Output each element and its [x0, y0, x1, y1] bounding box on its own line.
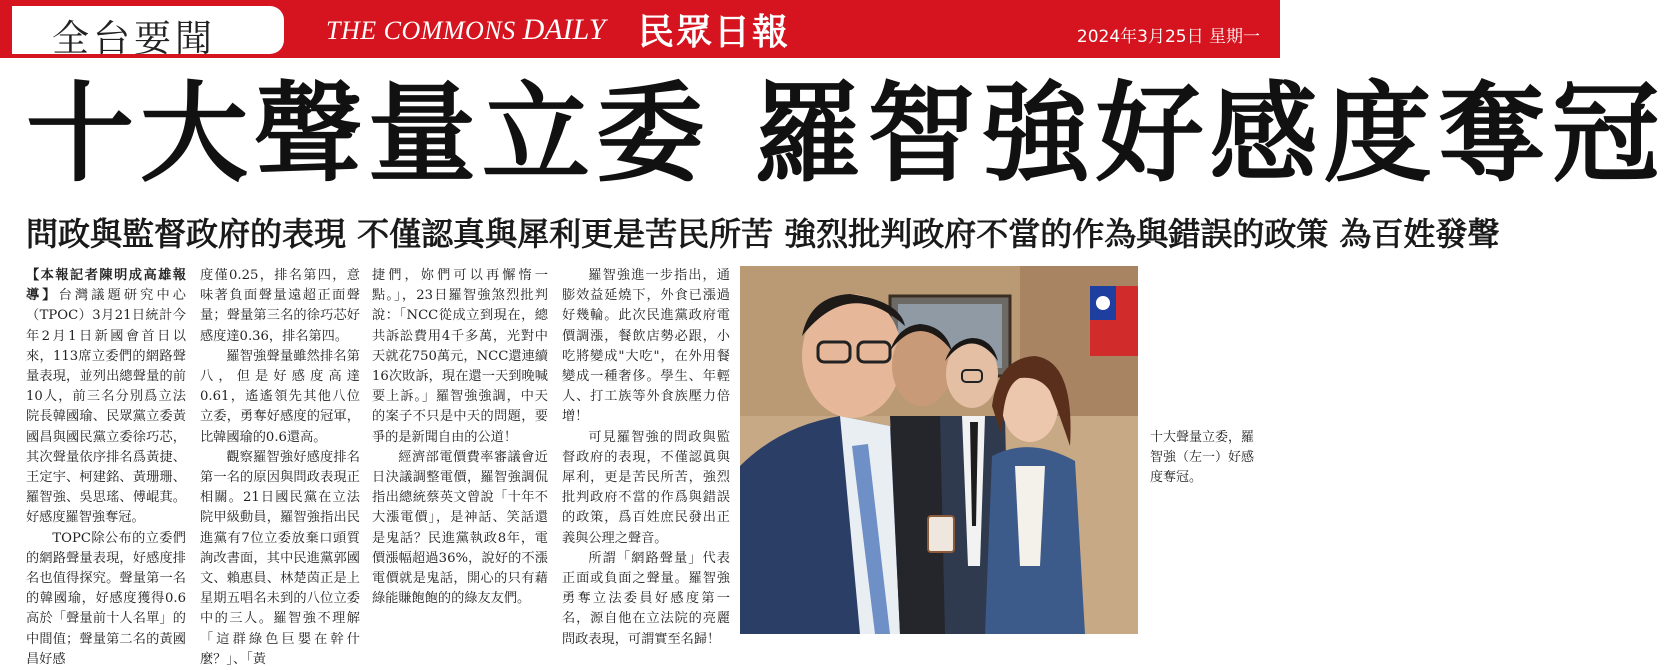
article-paragraph: 經濟部電價費率審議會近日決議調整電價，羅智強調侃指出總統蔡英文曾說「十年不大漲電價」，是神話、笑話還是鬼話？民進黨執政8年，電價漲幅超過36%，說好的不漲電價就是鬼話，開心的只有藉綠能賺飽飽的的綠友友們。 — [372, 449, 548, 607]
article-paragraph: TOPC除公布的立委們的網路聲量表現，好感度排名也值得探究。聲量第一名的韓國瑜，好感度獲得0.6高於「聲量前十人名單」的中間值；聲量第二名的黃國昌好感 — [26, 530, 186, 667]
paper-english-name-part2: DAILY — [522, 13, 606, 46]
masthead-bar — [0, 0, 1280, 58]
article-paragraph: 觀察羅智強好感度排名第一名的原因與問政表現正相關。21日國民黨在立法院甲級動員，羅智強指出民進黨有7位立委放棄口頭質詢改書面，其中民進黨郭國文、賴惠員、林楚茵正是上星期五唱名未到的八位立委中的三人。羅智強不理解「這群綠色巨嬰在幹什麼？」、「黃 — [200, 449, 360, 667]
group-selfie-illustration — [740, 266, 1138, 634]
article-column-4 — [562, 266, 730, 647]
headline: 十大聲量立委 羅智強好感度奪冠 — [26, 72, 1666, 197]
section-tag — [12, 6, 284, 60]
news-photo — [740, 266, 1138, 634]
section-label: 全台要聞 — [52, 17, 216, 60]
article-paragraph: 可見羅智強的問政與監督政府的表現，不僅認眞與犀利，更是苦民所苦，強烈批判政府不當的作爲與錯誤的政策，爲百姓庶民發出正義與公理之聲音。 — [562, 429, 730, 546]
article-column-3 — [372, 266, 548, 636]
paper-english-name-part1: THE COMMONS — [326, 16, 523, 45]
article-paragraph — [26, 266, 186, 529]
article-column-2 — [200, 266, 360, 667]
paragraph-text: 台灣議題研究中心（TPOC）3月21日統計今年2月1日新國會首日以來，113席立委們的網路聲量表現，並列出總聲量的前10人，前三名分別爲立法院長韓國瑜、民眾黨立委黃國昌與國民黨立委徐巧芯，其次聲量依序排名爲黃捷、王定宇、柯建銘、黃珊珊、羅智強、吳思瑤、傅崐萁。好感度羅智強奪冠。 — [26, 288, 186, 526]
article-paragraph: 捷們，妳們可以再懈惰一點。」，23日羅智強煞烈批判說：「NCC從成立到現在，總共訴訟費用4千多萬，光對中天就花750萬元，NCC還連續16次敗訴，現在還一天到晚喊要上訴。」羅智強強調，中天的案子不只是中天的問題，要爭的是新聞自由的公道！ — [372, 268, 548, 445]
subheadline: 問政與監督政府的表現 不僅認真與犀利更是苦民所苦 強烈批判政府不當的作為與錯誤的政策 為百姓發聲 — [26, 215, 1500, 253]
article-column-1 — [26, 266, 186, 667]
paper-chinese-name: 民眾日報 — [638, 11, 791, 53]
byline: 【本報記者陳明成高雄報導】 — [26, 268, 186, 304]
paper-english-name — [326, 13, 605, 47]
issue-date: 2024年3月25日 星期一 — [1076, 27, 1260, 47]
article-paragraph: 羅智強聲量雖然排名第八，但是好感度高達0.61，遙遙領先其他八位立委，勇奪好感度的冠軍，比韓國瑜的0.6還高。 — [200, 348, 360, 445]
article-paragraph: 羅智強進一步指出，通膨效益延燒下，外食已漲過好幾輪。此次民進黨政府電價調漲，餐飲店勢必跟，小吃將變成"大吃"，在外用餐變成一種奢侈。學生、年輕人、打工族等外食族壓力倍增！ — [562, 268, 730, 425]
article-paragraph: 所謂「網路聲量」代表正面或負面之聲量。羅智強勇奪立法委員好感度第一名，源自他在立法院的亮麗問政表現，可謂實至名歸！ — [562, 550, 730, 647]
photo-caption: 十大聲量立委，羅智強（左一）好感度奪冠。 — [1150, 430, 1255, 485]
article-paragraph: 度僅0.25，排名第四，意味著負面聲量遠超正面聲量；聲量第三名的徐巧芯好感度達0.36，排名第四。 — [200, 268, 360, 344]
